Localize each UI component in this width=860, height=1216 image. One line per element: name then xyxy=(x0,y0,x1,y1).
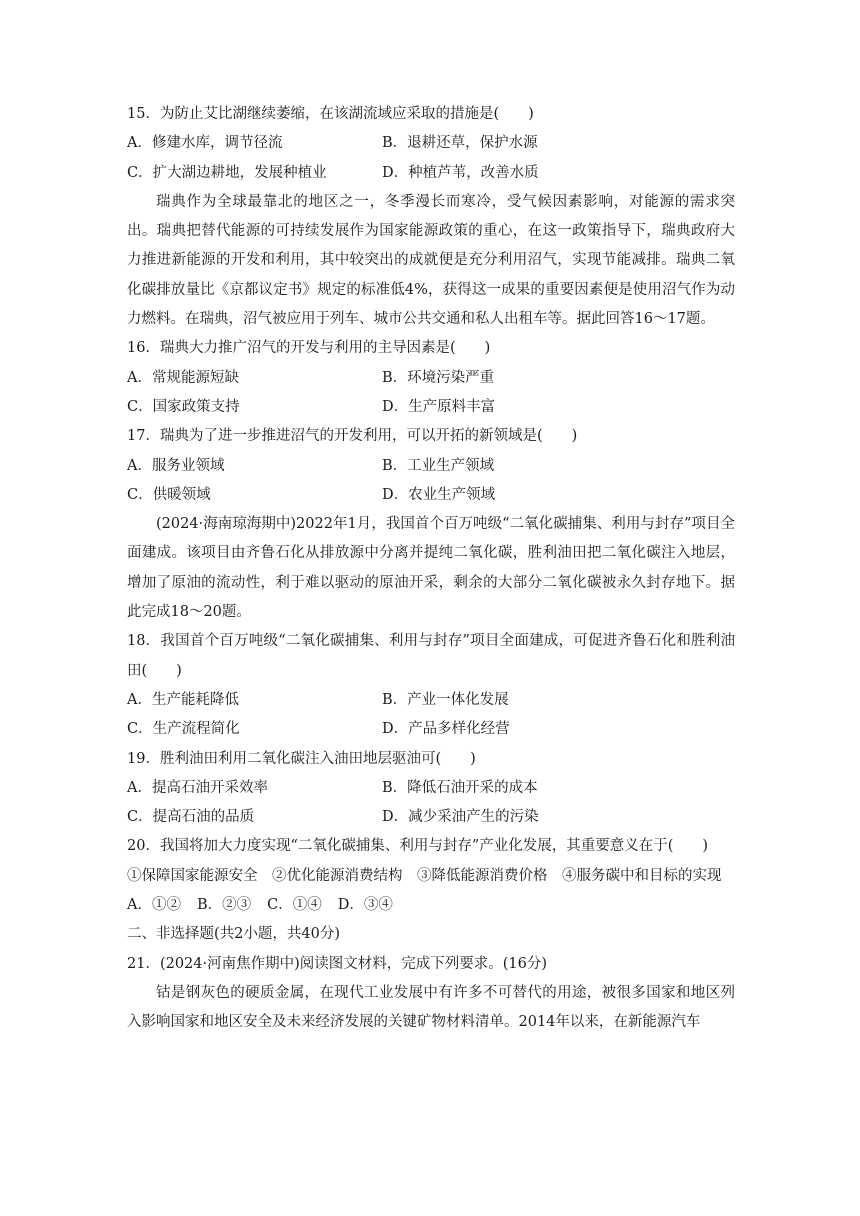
question-17-option-d: D．农业生产领域 xyxy=(382,486,496,503)
question-18-option-b: B．产业一体化发展 xyxy=(382,691,509,708)
question-16-options-row-2 xyxy=(127,393,735,422)
question-19-option-c: C．提高石油的品质 xyxy=(127,809,255,826)
question-15-option-d: D．种植芦苇，改善水质 xyxy=(382,164,539,181)
question-15-option-a: A．修建水库，调节径流 xyxy=(127,135,283,152)
question-20-options xyxy=(127,891,735,920)
question-20-statements: ①保障国家能源安全 ②优化能源消费结构 ③降低能源消费价格 ④服务碳中和目标的实现 xyxy=(127,867,722,884)
question-19-options-row-1 xyxy=(127,774,735,803)
question-19-options-row-2 xyxy=(127,803,735,832)
question-15-option-b: B．退耕还草，保护水源 xyxy=(382,135,538,152)
passage-ccus: (2024·海南琼海期中)2022年1月，我国首个百万吨级“二氧化碳捕集、利用与封存”项目全面建成。该项目由齐鲁石化从排放源中分离并提纯二氧化碳，胜利油田把二氧化碳注入地层，增加了原油的流动性，利于难以驱动的原油开采，剩余的大部分二氧化碳被永久封存地下。据此完成18～20题。 xyxy=(127,516,735,621)
question-19-option-b: B．降低石油开采的成本 xyxy=(382,779,538,796)
question-16-option-d: D．生产原料丰富 xyxy=(382,398,496,415)
passage-sweden: 瑞典作为全球最靠北的地区之一，冬季漫长而寒冷，受气候因素影响，对能源的需求突出。瑞典把替代能源的可持续发展作为国家能源政策的重心，在这一政策指导下，瑞典政府大力推进新能源的开发和利用，其中较突出的成就便是充分利用沼气，实现节能减排。瑞典二氧化碳排放量比《京都议定书》规定的标准低4%，获得这一成果的重要因素便是使用沼气作为动力燃料。在瑞典，沼气被应用于列车、城市公共交通和私人出租车等。据此回答16～17题。 xyxy=(127,193,735,328)
question-16-options-row-1 xyxy=(127,364,735,393)
question-18-stem: 18．我国首个百万吨级“二氧化碳捕集、利用与封存”项目全面建成，可促进齐鲁石化和胜利油田( ) xyxy=(127,633,735,679)
question-17-option-b: B．工业生产领域 xyxy=(382,457,495,474)
question-20-option-d: D．③④ xyxy=(337,897,393,914)
question-17-options-row-2 xyxy=(127,481,735,510)
question-17-stem: 17．瑞典为了进一步推进沼气的开发利用，可以开拓的新领域是( ) xyxy=(127,428,578,445)
question-17-option-c: C．供暖领域 xyxy=(127,486,211,503)
question-18-options-row-1 xyxy=(127,686,735,715)
question-21-passage: 钴是钢灰色的硬质金属，在现代工业发展中有许多不可替代的用途，被很多国家和地区列入影响国家和地区安全及未来经济发展的关键矿物材料清单。2014年以来，在新能源汽车 xyxy=(127,984,735,1031)
question-20-option-b: B．②③ xyxy=(196,897,252,914)
question-18-option-a: A．生产能耗降低 xyxy=(127,691,239,708)
section-2-heading: 二、非选择题(共2小题，共40分) xyxy=(127,926,340,943)
question-15-option-c: C．扩大湖边耕地，发展种植业 xyxy=(127,164,327,181)
question-17-options-row-1 xyxy=(127,452,735,481)
question-16-stem: 16．瑞典大力推广沼气的开发与利用的主导因素是( ) xyxy=(127,340,491,357)
question-16-option-c: C．国家政策支持 xyxy=(127,398,240,415)
question-18-option-d: D．产品多样化经营 xyxy=(382,721,510,738)
question-15-options-row-2 xyxy=(127,159,735,188)
question-20-option-c: C．①④ xyxy=(267,897,322,914)
question-15-stem: 15．为防止艾比湖继续萎缩，在该湖流域应采取的措施是( ) xyxy=(127,106,534,122)
question-21-stem: 21．(2024·河南焦作期中)阅读图文材料，完成下列要求。(16分) xyxy=(127,955,548,972)
question-16-option-a: A．常规能源短缺 xyxy=(127,369,239,386)
question-19-option-a: A．提高石油开采效率 xyxy=(127,779,268,796)
question-16-option-b: B．环境污染严重 xyxy=(382,369,495,386)
question-18-options-row-2 xyxy=(127,715,735,744)
question-19-stem: 19．胜利油田利用二氧化碳注入油田地层驱油可( ) xyxy=(127,750,476,767)
question-20-option-a: A．①② xyxy=(127,897,181,914)
question-19-option-d: D．减少采油产生的污染 xyxy=(382,809,539,826)
question-15-options-row-1 xyxy=(127,129,735,158)
question-20-stem: 20．我国将加大力度实现“二氧化碳捕集、利用与封存”产业化发展，其重要意义在于( ) xyxy=(127,838,709,855)
question-17-option-a: A．服务业领域 xyxy=(127,457,225,474)
page-content xyxy=(127,100,735,1038)
question-18-option-c: C．生产流程简化 xyxy=(127,721,240,738)
